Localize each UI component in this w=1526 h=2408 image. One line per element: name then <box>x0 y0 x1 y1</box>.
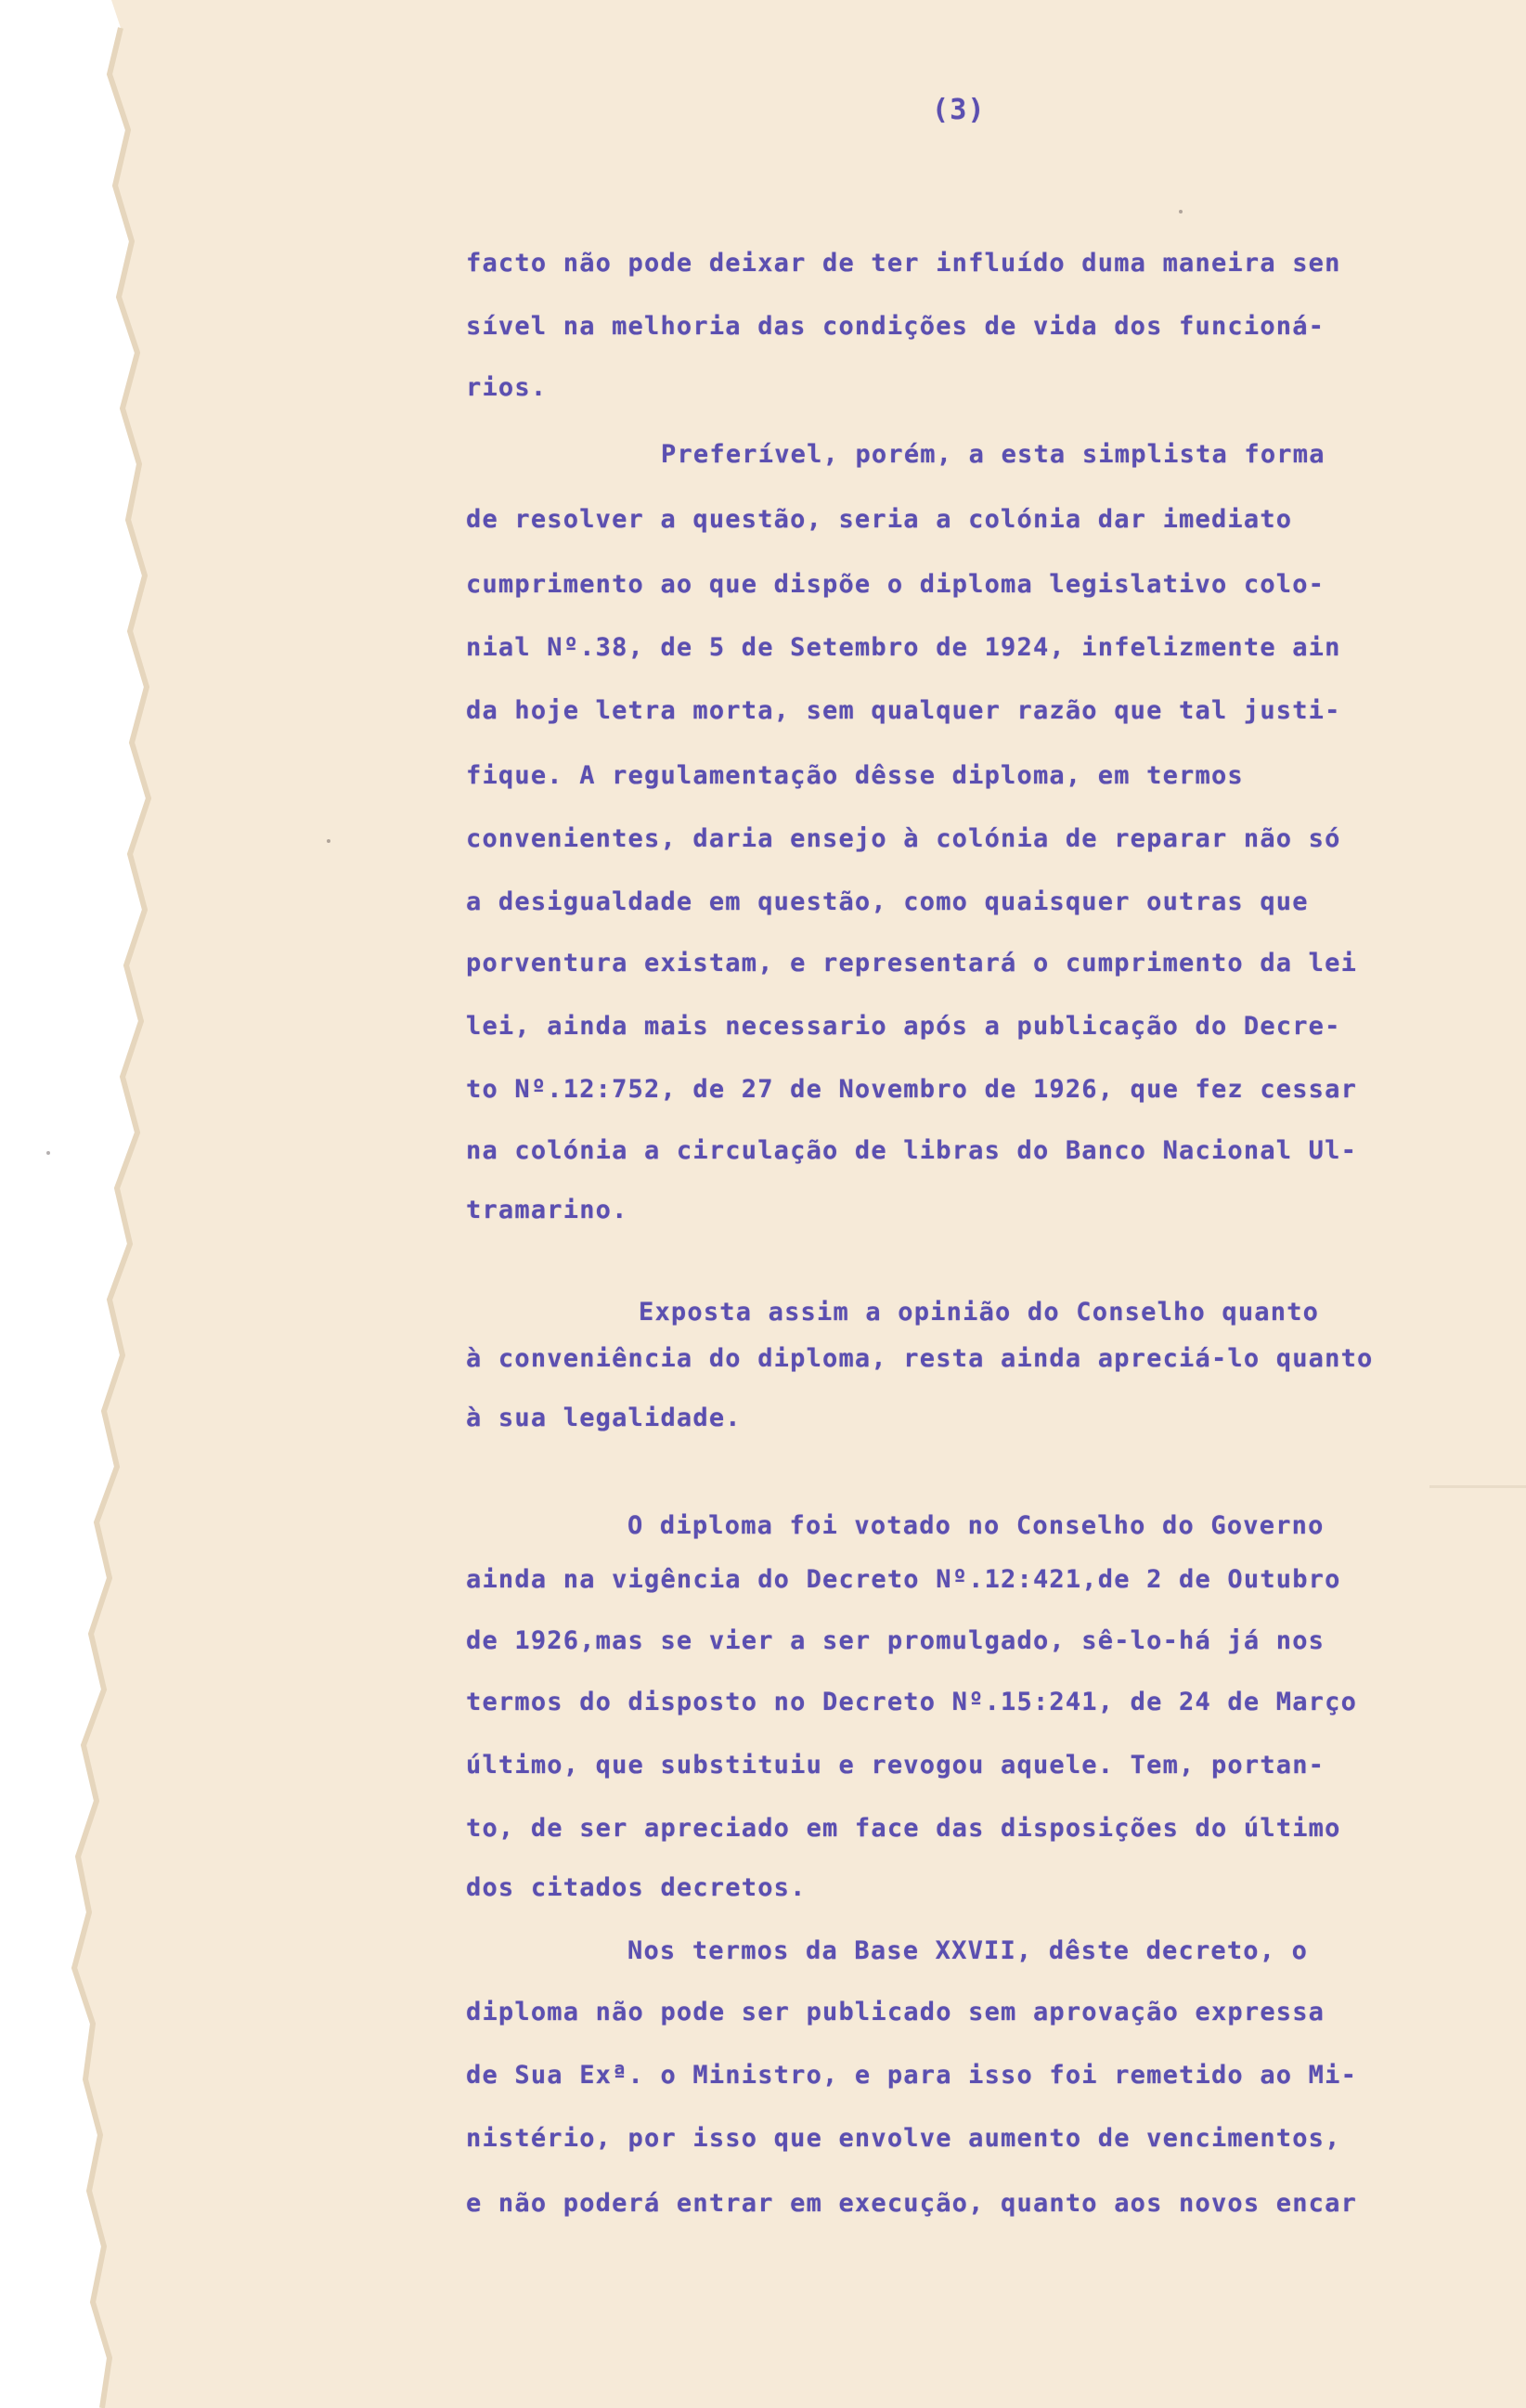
paper-speck <box>327 839 330 843</box>
text-line: de Sua Exª. o Ministro, e para isso foi remetido ao Mi- <box>466 2061 1358 2090</box>
text-line: Nos termos da Base XXVII, dêste decreto, o <box>627 1936 1309 1965</box>
paper-speck <box>46 1151 50 1155</box>
text-line: cumprimento ao que dispõe o diploma legislativo colo- <box>466 570 1326 599</box>
text-line: ainda na vigência do Decreto Nº.12:421,de 2 de Outubro <box>466 1565 1341 1594</box>
text-line: último, que substituiu e revogou aquele. Tem, portan- <box>466 1751 1326 1780</box>
text-line: a desigualdade em questão, como quaisquer outras que <box>466 887 1309 916</box>
text-line: de 1926,mas se vier a ser promulgado, sê-lo-há já nos <box>466 1626 1326 1655</box>
text-line: lei, ainda mais necessario após a publicação do Decre- <box>466 1012 1341 1041</box>
page-number: (3) <box>932 94 986 126</box>
text-line: de resolver a questão, seria a colónia dar imediato <box>466 505 1293 534</box>
text-line: e não poderá entrar em execução, quanto aos novos encar <box>466 2189 1358 2218</box>
text-line: da hoje letra morta, sem qualquer razão que tal justi- <box>466 696 1341 725</box>
text-line: O diploma foi votado no Conselho do Governo <box>627 1511 1325 1540</box>
text-line: rios. <box>466 373 548 402</box>
text-line: termos do disposto no Decreto Nº.15:241, de 24 de Março <box>466 1688 1358 1716</box>
text-line: à sua legalidade. <box>466 1404 742 1432</box>
text-line: porventura existam, e representará o cumprimento da lei <box>466 949 1358 977</box>
text-line: fique. A regulamentação dêsse diploma, em termos <box>466 761 1244 790</box>
text-line: à conveniência do diploma, resta ainda apreciá-lo quanto <box>466 1344 1374 1373</box>
text-line: convenientes, daria ensejo à colónia de reparar não só <box>466 824 1341 853</box>
text-line: na colónia a circulação de libras do Banco Nacional Ul- <box>466 1136 1358 1165</box>
paper-torn-edge <box>74 0 1526 2408</box>
text-line: to Nº.12:752, de 27 de Novembro de 1926, que fez cessar <box>466 1075 1358 1104</box>
text-line: tramarino. <box>466 1196 628 1224</box>
text-line: Exposta assim a opinião do Conselho quanto <box>639 1298 1320 1327</box>
text-line: diploma não pode ser publicado sem aprovação expressa <box>466 1998 1326 2026</box>
text-line: to, de ser apreciado em face das disposições do último <box>466 1814 1341 1843</box>
text-line: Preferível, porém, a esta simplista forma <box>661 440 1326 469</box>
text-line: dos citados decretos. <box>466 1873 807 1902</box>
paper-speck <box>1179 210 1183 214</box>
text-line: nistério, por isso que envolve aumento de vencimentos, <box>466 2124 1341 2153</box>
text-line: nial Nº.38, de 5 de Setembro de 1924, infelizmente ain <box>466 633 1341 662</box>
text-line: facto não pode deixar de ter influído duma maneira sen <box>466 249 1341 278</box>
paper-fold-mark <box>1429 1485 1526 1488</box>
text-line: sível na melhoria das condições de vida dos funcioná- <box>466 312 1326 341</box>
